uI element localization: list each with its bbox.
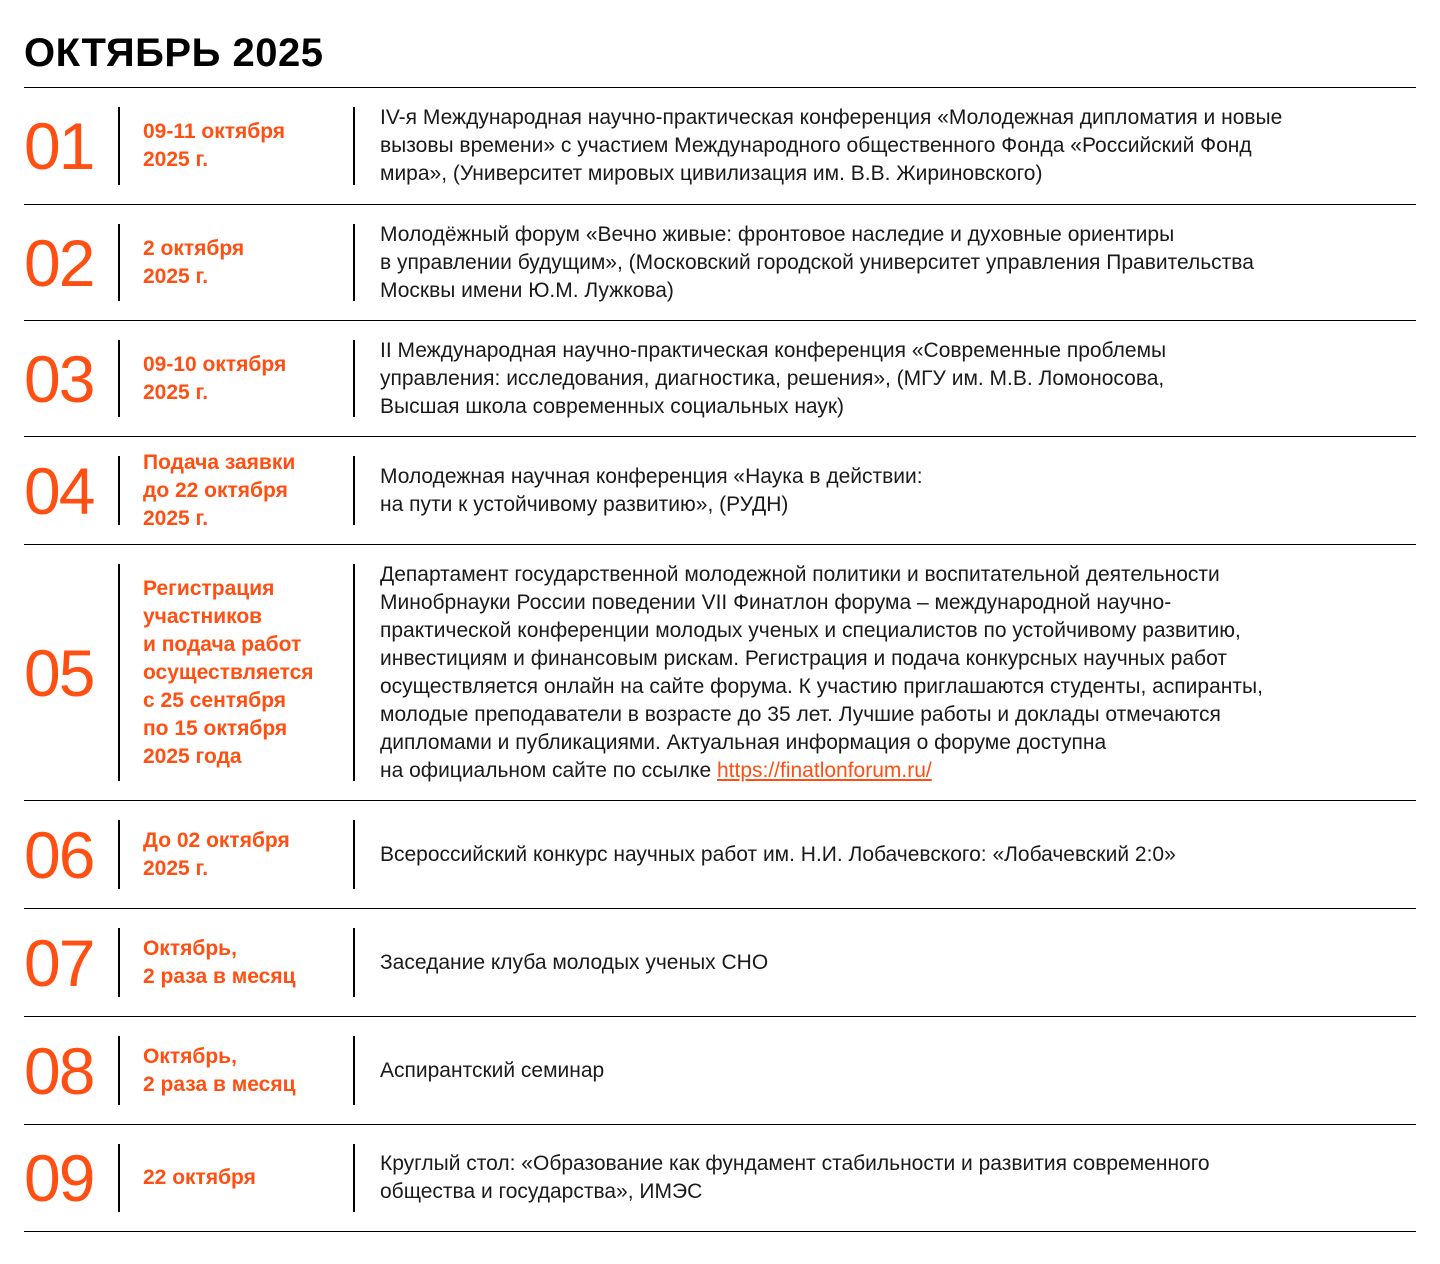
event-number: 03 <box>24 341 94 416</box>
event-row <box>24 1017 1416 1125</box>
event-row <box>24 437 1416 545</box>
event-description-text: Заседание клуба молодых ученых СНО <box>380 950 769 974</box>
event-description <box>380 321 1416 436</box>
divider <box>118 564 120 781</box>
divider <box>353 107 355 185</box>
event-description <box>380 909 1416 1016</box>
event-date-text: Регистрация участников и подача работ осуществляется с 25 сентября по 15 октября 2025 года <box>143 576 314 768</box>
event-description <box>380 437 1416 544</box>
event-row <box>24 88 1416 205</box>
event-description <box>380 88 1416 204</box>
event-description <box>380 801 1416 908</box>
event-number: 05 <box>24 635 94 710</box>
divider <box>353 456 355 525</box>
divider <box>353 928 355 997</box>
divider <box>118 928 120 997</box>
divider <box>118 107 120 185</box>
event-row <box>24 205 1416 321</box>
event-date <box>143 1125 343 1231</box>
event-row <box>24 321 1416 437</box>
event-date <box>143 545 343 800</box>
event-row <box>24 909 1416 1017</box>
event-date-text: Подача заявки до 22 октября 2025 г. <box>143 450 296 530</box>
event-date <box>143 88 343 204</box>
divider <box>353 224 355 301</box>
event-description-text: Всероссийский конкурс научных работ им. Н.И. Лобачевского: «Лобачевский 2:0» <box>380 842 1176 866</box>
event-description-body: Департамент государственной молодежной политики и воспитательной деятельности Минобрнауки России поведении VII Финатлон форума – международной научно- практической конференции молодых ученых и специалистов по устойчивому развитию, инвестициям и финансовым рискам. Регистрация и подача конкурсных научных работ осуществляется онлайн на сайте форума. К участию приглашаются студенты, аспиранты, молодые преподаватели в возрасте до 35 лет. Лучшие работы и доклады отмечаются дипломами и публикациями. Актуальная информация о форуме доступна на официальном сайте по ссылке <box>380 562 1263 782</box>
event-date <box>143 205 343 320</box>
event-date-text: Октябрь, 2 раза в месяц <box>143 936 296 988</box>
event-date <box>143 1017 343 1124</box>
divider <box>118 1036 120 1105</box>
event-description-text: Молодёжный форум «Вечно живые: фронтовое наследие и духовные ориентиры в управлении будущим», (Московский городской университет управления Правительства Москвы имени Ю.М. Лужкова) <box>380 222 1254 302</box>
event-date-text: Октябрь, 2 раза в месяц <box>143 1044 296 1096</box>
event-description <box>380 545 1416 800</box>
event-date-text: 09-10 октября 2025 г. <box>143 352 287 404</box>
event-date <box>143 321 343 436</box>
event-description-text <box>380 561 1263 785</box>
event-date-text: 09-11 октября 2025 г. <box>143 120 286 171</box>
event-date-text: 22 октября <box>143 1166 256 1189</box>
event-number: 08 <box>24 1033 94 1108</box>
divider <box>118 1144 120 1212</box>
event-row <box>24 1125 1416 1232</box>
event-date <box>143 909 343 1016</box>
divider <box>118 456 120 525</box>
event-date <box>143 801 343 908</box>
page-title: ОКТЯБРЬ 2025 <box>24 31 324 75</box>
event-date-text: До 02 октября 2025 г. <box>143 828 290 880</box>
event-number: 07 <box>24 925 94 1000</box>
event-description <box>380 1017 1416 1124</box>
divider <box>118 820 120 889</box>
events-table <box>24 87 1416 1232</box>
divider <box>353 564 355 781</box>
event-description-text: II Международная научно-практическая конференция «Современные проблемы управления: исследования, диагностика, решения», (МГУ им. М.В. Ломоносова, Высшая школа современных социальных наук) <box>380 338 1167 418</box>
event-description-text: Аспирантский семинар <box>380 1058 605 1082</box>
event-date-text: 2 октября 2025 г. <box>143 236 245 288</box>
forum-link[interactable]: https://finatlonforum.ru/ <box>716 758 932 782</box>
divider <box>353 820 355 889</box>
event-number: 04 <box>24 453 94 528</box>
divider <box>118 340 120 417</box>
event-description-text: Молодежная научная конференция «Наука в действии: на пути к устойчивому развитию», (РУДН) <box>380 464 923 516</box>
event-number: 06 <box>24 817 94 892</box>
event-row <box>24 801 1416 909</box>
event-description-text: IV-я Международная научно-практическая конференция «Молодежная дипломатия и новые вызовы времени» с участием Международного общественного Фонда «Российский Фонд мира», (Университет мировых цивилизация им. В.В. Жириновского) <box>380 106 1283 185</box>
divider <box>353 340 355 417</box>
event-description-text: Круглый стол: «Образование как фундамент стабильности и развития современного общества и государства», ИМЭС <box>380 1152 1210 1203</box>
event-number: 01 <box>24 109 94 183</box>
divider <box>353 1036 355 1105</box>
divider <box>353 1144 355 1212</box>
event-date <box>143 437 343 544</box>
event-number: 02 <box>24 225 94 300</box>
event-description <box>380 1125 1416 1231</box>
event-number: 09 <box>24 1141 94 1215</box>
divider <box>118 224 120 301</box>
event-description <box>380 205 1416 320</box>
event-row <box>24 545 1416 801</box>
